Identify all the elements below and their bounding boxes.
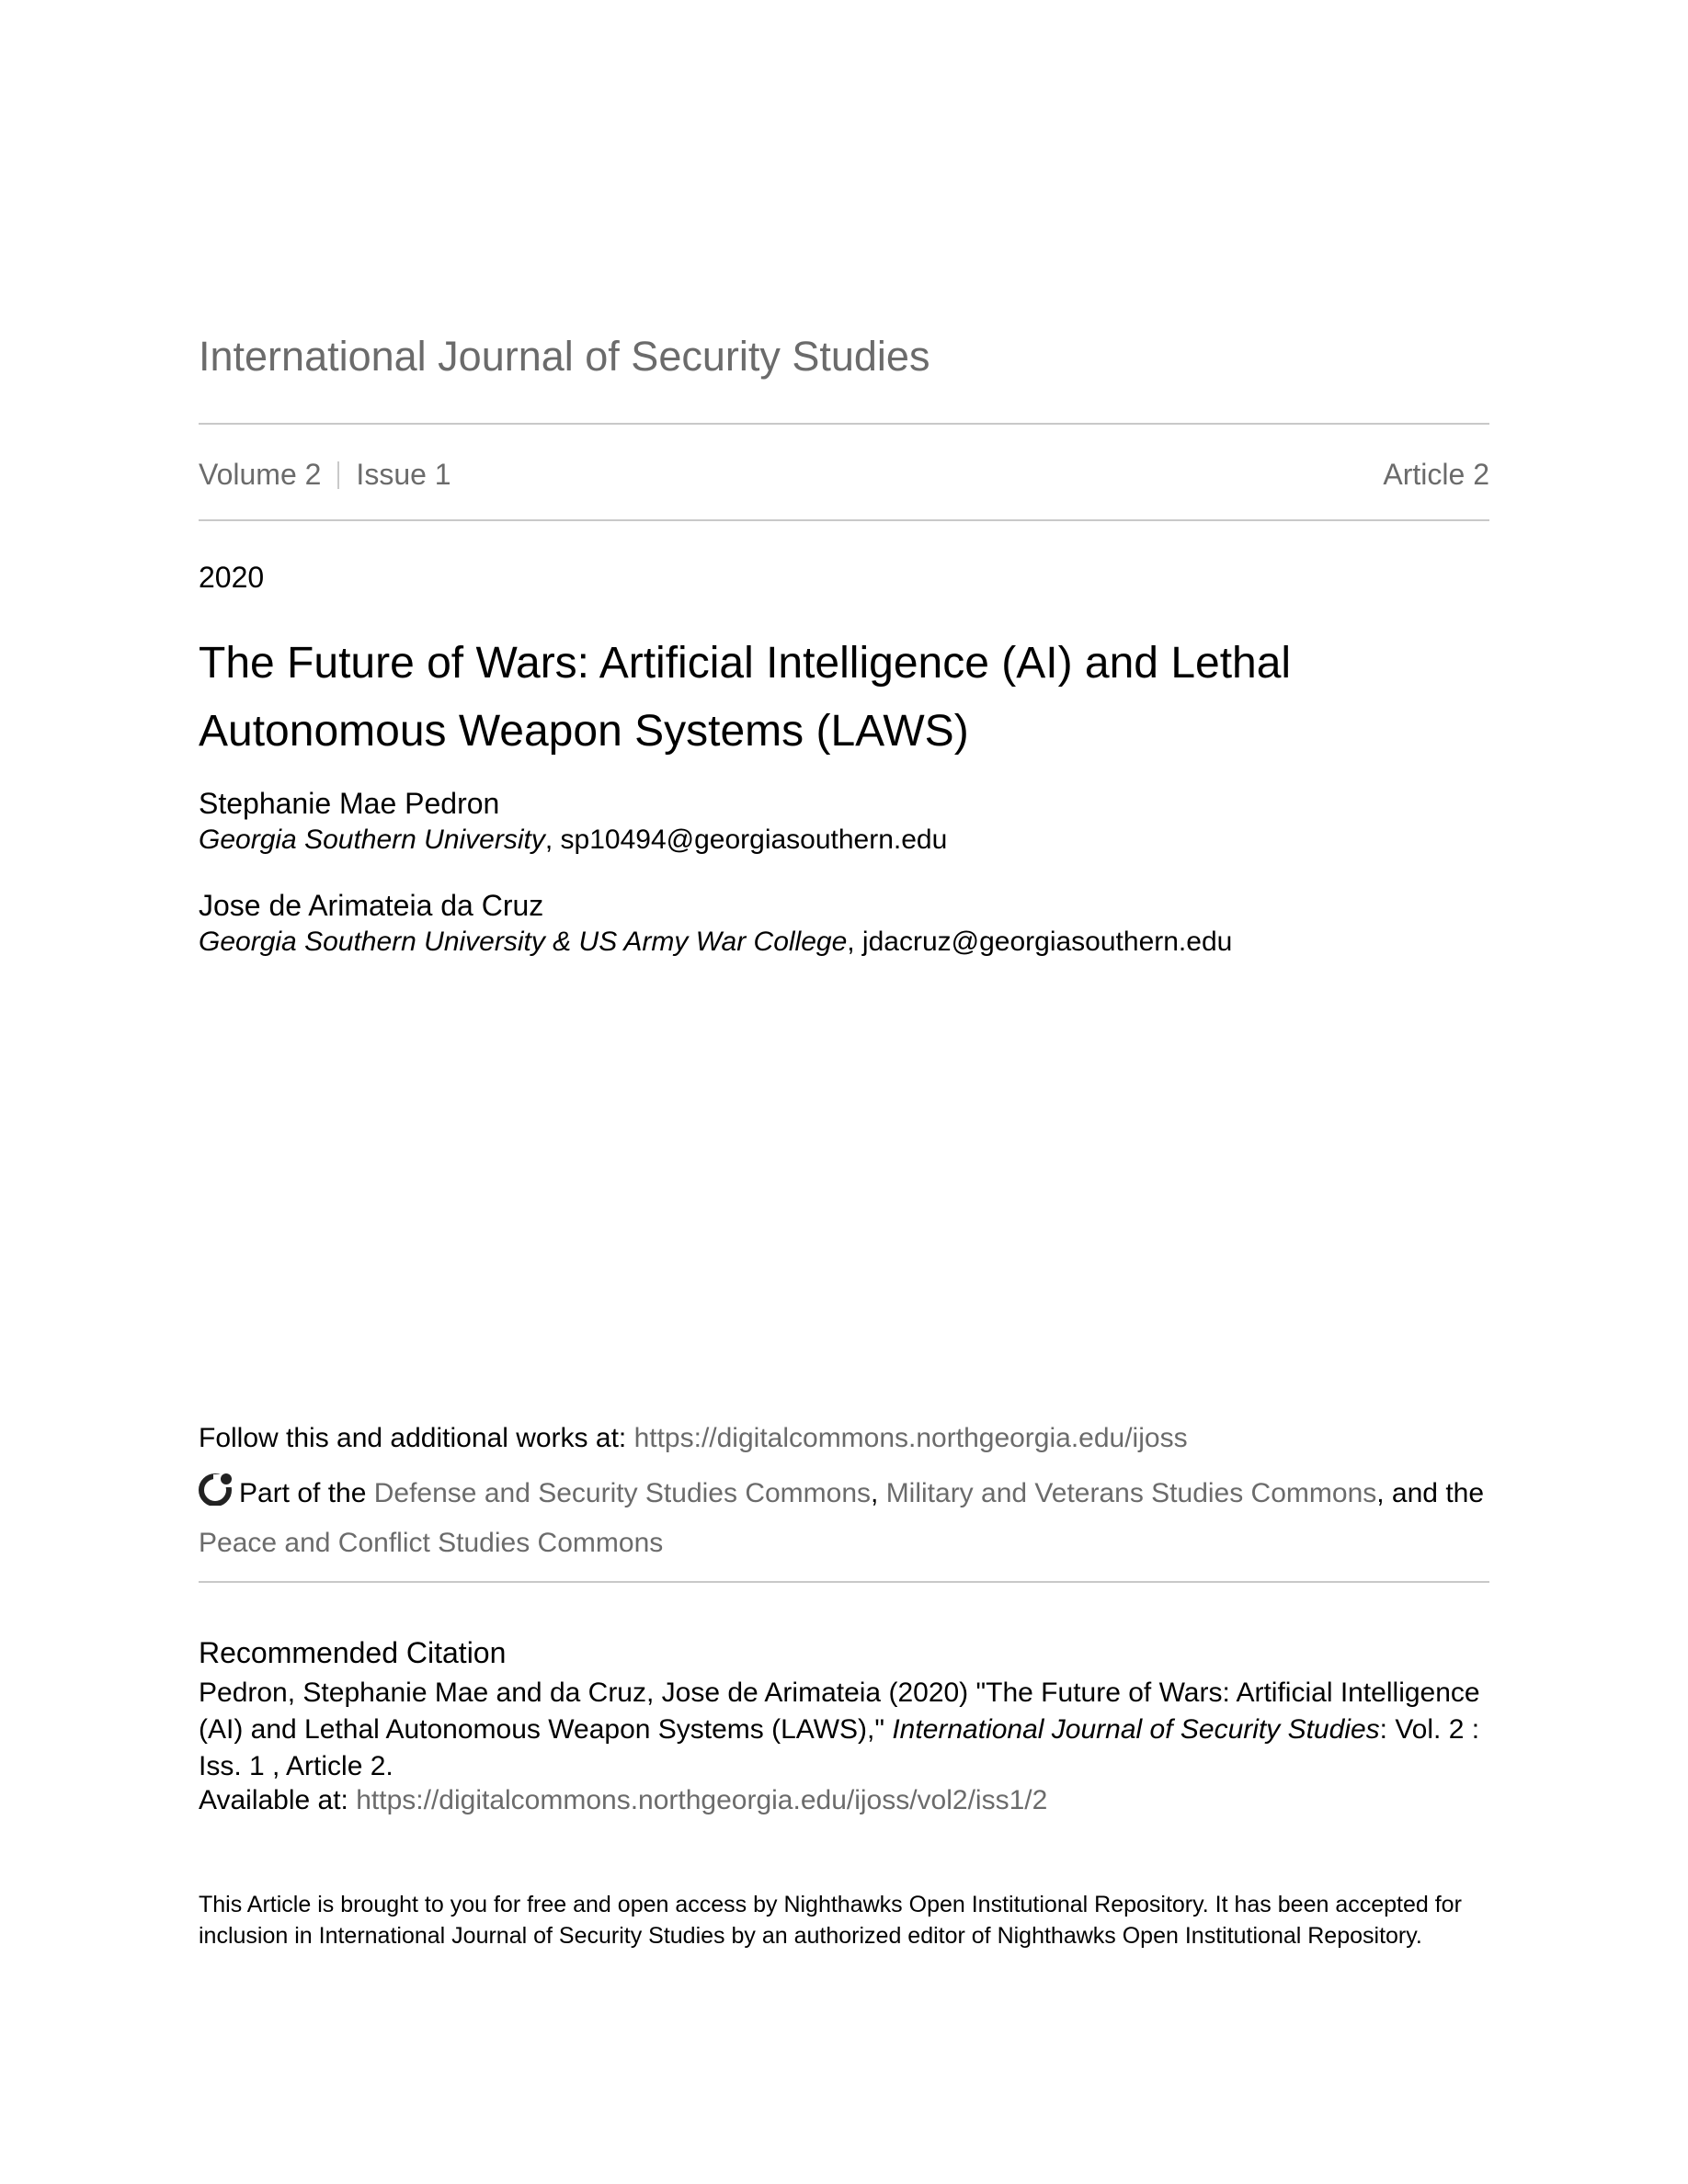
part-of-separator: , and the — [1376, 1478, 1485, 1508]
volume-link[interactable]: Volume 2 — [199, 458, 322, 491]
part-of-commons — [199, 1471, 1489, 1566]
part-of-prefix: Part of the — [239, 1478, 374, 1508]
citation-text — [199, 1675, 1489, 1785]
available-link[interactable]: https://digitalcommons.northgeorgia.edu/ijoss/vol2/iss1/2 — [356, 1785, 1048, 1815]
author-affiliation — [199, 927, 1232, 958]
commons-link-peace[interactable]: Peace and Conflict Studies Commons — [199, 1528, 664, 1558]
author-name[interactable]: Stephanie Mae Pedron — [199, 787, 500, 820]
access-statement: This Article is brought to you for free and open access by Nighthawks Open Institutional Repository. It has been accepted for inclusion in International Journal of Security Studies by an authorized editor of Nighthawks Open Institutional Repository. — [199, 1892, 1462, 1949]
citation-text-after: : Vol. 2 : Iss. 1 , Article 2. — [199, 1714, 1480, 1781]
available-at — [199, 1785, 1047, 1816]
follow-line — [199, 1423, 1188, 1454]
author-affiliation — [199, 825, 947, 856]
journal-title[interactable]: International Journal of Security Studies — [199, 333, 930, 380]
author-email[interactable]: , jdacruz@georgiasouthern.edu — [847, 927, 1233, 957]
commons-link-military[interactable]: Military and Veterans Studies Commons — [885, 1478, 1377, 1508]
issue-link[interactable]: Issue 1 — [356, 458, 451, 491]
follow-link[interactable]: https://digitalcommons.northgeorgia.edu/ijoss — [633, 1423, 1188, 1453]
part-of-separator: , — [871, 1478, 886, 1508]
divider — [199, 423, 1489, 425]
publication-year: 2020 — [199, 561, 265, 594]
citation-heading: Recommended Citation — [199, 1636, 507, 1669]
article-title: The Future of Wars: Artificial Intelligence (AI) and Lethal Autonomous Weapon Systems (LAWS) — [199, 639, 1292, 756]
author-email[interactable]: , sp10494@georgiasouthern.edu — [544, 825, 948, 855]
author-name[interactable]: Jose de Arimateia da Cruz — [199, 889, 544, 922]
author-institution: Georgia Southern University & US Army War College — [199, 927, 848, 957]
citation-journal: International Journal of Security Studies — [892, 1714, 1380, 1745]
commons-link-defense[interactable]: Defense and Security Studies Commons — [373, 1478, 872, 1508]
divider — [337, 461, 339, 489]
article-number: Article 2 — [1383, 458, 1489, 491]
author-institution: Georgia Southern University — [199, 825, 545, 855]
citation-text-before: Pedron, Stephanie Mae and da Cruz, Jose de Arimateia (2020) "The Future of Wars: Artificial Intelligence (AI) and Lethal Autonomous Weapon Systems (LAWS)," — [199, 1678, 1480, 1745]
follow-label: Follow this and additional works at: — [199, 1423, 634, 1453]
divider — [199, 519, 1489, 521]
creative-commons-icon — [199, 1473, 234, 1520]
divider — [199, 1581, 1489, 1583]
volume-issue-row — [199, 458, 1489, 492]
available-label: Available at: — [199, 1785, 357, 1815]
